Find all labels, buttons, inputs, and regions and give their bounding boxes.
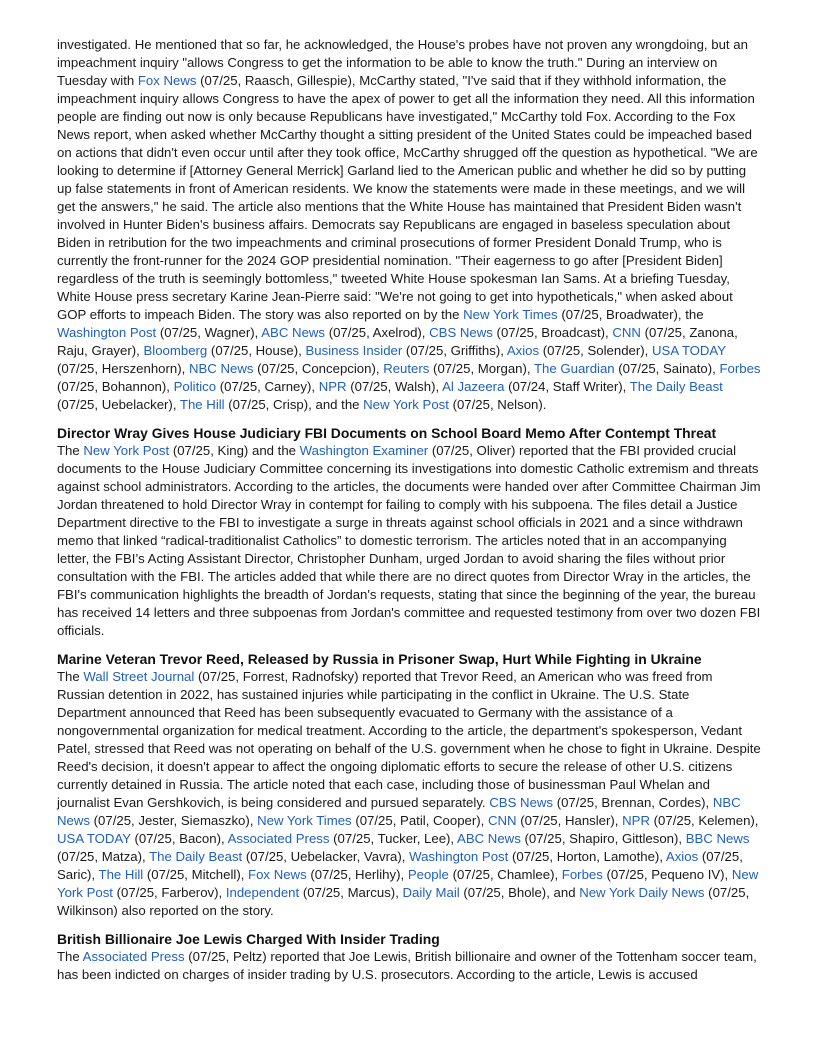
source-link[interactable]: New York Post xyxy=(57,867,759,900)
body-text: (07/24, Staff Writer), xyxy=(504,379,630,394)
body-text: (07/25, Pequeno IV), xyxy=(602,867,732,882)
body-text: investigated. He mentioned that so far, he acknowledged, the House's probes have not proven any wrongdoing, but an impeachment inquiry "allows Congress to get the information to be able to know the truth." During an interview on Tuesday with xyxy=(57,37,748,88)
source-link[interactable]: Wall Street Journal xyxy=(83,669,195,684)
source-link[interactable]: Al Jazeera xyxy=(442,379,505,394)
body-text: (07/25, Marcus), xyxy=(299,885,403,900)
source-link[interactable]: New York Times xyxy=(257,813,352,828)
source-link[interactable]: Associated Press xyxy=(82,949,185,964)
article-headline: British Billionaire Joe Lewis Charged With Insider Trading xyxy=(57,931,440,947)
source-link[interactable]: New York Daily News xyxy=(579,885,705,900)
source-link[interactable]: The Daily Beast xyxy=(149,849,243,864)
source-link[interactable]: Politico xyxy=(173,379,217,394)
body-text: (07/25, Brennan, Cordes), xyxy=(553,795,713,810)
body-text: The xyxy=(57,669,84,684)
body-text: (07/25, Griffiths), xyxy=(402,343,507,358)
source-link[interactable]: Bloomberg xyxy=(143,343,208,358)
source-link[interactable]: USA TODAY xyxy=(57,831,131,846)
article-body xyxy=(57,948,761,984)
body-text: (07/25, Patil, Cooper), xyxy=(351,813,488,828)
source-link[interactable]: NBC News xyxy=(188,361,254,376)
body-text: (07/25, Chamlee), xyxy=(448,867,562,882)
source-link[interactable]: The Guardian xyxy=(533,361,615,376)
source-link[interactable]: Forbes xyxy=(719,361,761,376)
article-body xyxy=(57,442,761,640)
body-text: (07/25, Uebelacker, Vavra), xyxy=(242,849,410,864)
body-text: (07/25, Zanona, Raju, Grayer), xyxy=(57,325,738,358)
source-link[interactable]: BBC News xyxy=(685,831,750,846)
source-link[interactable]: New York Post xyxy=(363,397,449,412)
body-text: (07/25, Broadcast), xyxy=(492,325,613,340)
source-link[interactable]: CNN xyxy=(488,813,517,828)
source-link[interactable]: ABC News xyxy=(261,325,326,340)
source-link[interactable]: Fox News xyxy=(248,867,307,882)
body-text: (07/25, Axelrod), xyxy=(325,325,430,340)
source-link[interactable]: CBS News xyxy=(429,325,493,340)
intro-paragraph xyxy=(57,36,761,414)
source-link[interactable]: Axios xyxy=(665,849,699,864)
body-text: (07/25, Sainato), xyxy=(614,361,720,376)
source-link[interactable]: Washington Post xyxy=(57,325,157,340)
body-text: (07/25, Forrest, Radnofsky) reported that Trevor Reed, an American who was freed from Russian detention in 2022, has sustained injuries while participating in the conflict in Ukraine. The U.S. State Department announced that Reed has been subsequently evacuated to Germany with the assistance of a nongovernmental organization for medical treatment. According to the article, the department's spokesperson, Vedant Patel, stressed that Reed was not operating on behalf of the U.S. government when he chose to fight in Ukraine. Despite Reed's decision, it doesn't appear to affect the ongoing diplomatic efforts to secure the release of other U.S. citizens currently detained in Russia. The article noted that each case, including those of businessman Paul Whelan and journalist Evan Gershkovich, is being considered and pursued separately. xyxy=(57,669,761,810)
body-text: (07/25, Oliver) reported that the FBI provided crucial documents to the House Judiciary Committee concerning its investigations into domestic Catholic extremism and threats against school administrators. According to the articles, the documents were handed over after Committee Chairman Jim Jordan threatened to hold Director Wray in contempt for failing to comply with his subpoena. The files detail a Justice Department directive to the FBI to investigate a surge in threats against school officials in 2021 and a since withdrawn memo that linked “radical-traditionalist Catholics” to domestic terrorism. The articles noted that in an accompanying letter, the FBI’s Acting Assistant Director, Christopher Dunham, urged Jordan to avoid sharing the files without prior consultation with the FBI. The articles added that while there are no direct quotes from Director Wray in the articles, the FBI's communication highlights the breadth of Jordan's requests, stating that since the beginning of the year, the bureau has received 14 letters and three subpoenas from Jordan's committee and requested testimony from over two dozen FBI officials. xyxy=(57,443,761,638)
source-link[interactable]: NPR xyxy=(622,813,650,828)
body-text: (07/25, Bhole), and xyxy=(459,885,580,900)
source-link[interactable]: NPR xyxy=(318,379,347,394)
source-link[interactable]: Daily Mail xyxy=(402,885,460,900)
body-text: (07/25, House), xyxy=(207,343,306,358)
body-text: The xyxy=(57,949,83,964)
body-text: (07/25, Hansler), xyxy=(516,813,623,828)
body-text: (07/25, Peltz) reported that Joe Lewis, British billionaire and owner of the Tottenham soccer team, has been indicted on charges of insider trading by U.S. prosecutors. According to the article, Lewis is accused xyxy=(57,949,757,982)
body-text: (07/25, Wagner), xyxy=(156,325,262,340)
body-text: (07/25, Herlihy), xyxy=(306,867,408,882)
source-link[interactable]: Associated Press xyxy=(227,831,330,846)
source-link[interactable]: Axios xyxy=(506,343,540,358)
body-text: (07/25, Saric), xyxy=(57,849,743,882)
body-text: (07/25, Mitchell), xyxy=(143,867,249,882)
article-body xyxy=(57,668,761,920)
body-text: The xyxy=(57,443,84,458)
source-link[interactable]: New York Post xyxy=(83,443,170,458)
body-text: (07/25, Shapiro, Gittleson), xyxy=(520,831,686,846)
body-text: (07/25, Tucker, Lee), xyxy=(329,831,458,846)
source-link[interactable]: The Daily Beast xyxy=(629,379,723,394)
body-text: (07/25, Wilkinson) also reported on the story. xyxy=(57,885,750,918)
source-link[interactable]: CBS News xyxy=(489,795,554,810)
source-link[interactable]: Forbes xyxy=(561,867,603,882)
body-text: (07/25, Herszenhorn), xyxy=(57,361,189,376)
document-page xyxy=(57,36,761,994)
body-text: (07/25, Carney), xyxy=(216,379,319,394)
source-link[interactable]: The Hill xyxy=(98,867,144,882)
body-text: (07/25, Farberov), xyxy=(112,885,226,900)
body-text: (07/25, Uebelacker), xyxy=(57,397,180,412)
source-link[interactable]: Reuters xyxy=(383,361,430,376)
source-link[interactable]: New York Times xyxy=(463,307,558,322)
body-text: (07/25, Bacon), xyxy=(130,831,228,846)
source-link[interactable]: NBC News xyxy=(57,795,741,828)
body-text: (07/25, Solender), xyxy=(539,343,652,358)
body-text: (07/25, Broadwater), the xyxy=(557,307,704,322)
source-link[interactable]: Washington Examiner xyxy=(299,443,429,458)
source-link[interactable]: The Hill xyxy=(179,397,225,412)
article-trevor-reed xyxy=(57,650,761,920)
body-text: (07/25, Bohannon), xyxy=(57,379,174,394)
body-text: (07/25, Horton, Lamothe), xyxy=(508,849,666,864)
source-link[interactable]: Independent xyxy=(225,885,300,900)
body-text: (07/25, Walsh), xyxy=(346,379,443,394)
body-text: (07/25, Nelson). xyxy=(448,397,547,412)
body-text: (07/25, Raasch, Gillespie), McCarthy stated, "I've said that if they withhold information, the impeachment inquiry allows Congress to have the apex of power to get all the information they need. All this information people are finding out now is only because Republicans have investigated," McCarthy told Fox. According to the Fox News report, when asked whether McCarthy thought a sitting president of the United States could be impeached based on actions that didn't even occur until after they took office, McCarthy shrugged off the question as hypothetical. "We are looking to determine if [Attorney General Merrick] Garland lied to the American public and whether he did so by putting up false statements in front of American residents. We know the statements were made in these meetings, and we will get the answers," he said. The article also mentions that the White House has maintained that President Biden wasn't involved in Hunter Biden's business affairs. Democrats say Republicans are engaged in baseless speculation about Biden in retribution for the two impeachments and criminal prosecutions of former President Donald Trump, who is currently the front-runner for the 2024 GOP presidential nomination. "Their eagerness to go after [President Biden] regardless of the truth is seemingly bottomless," tweeted White House spokesman Ian Sams. At a briefing Tuesday, White House press secretary Karine Jean-Pierre said: "We're not going to get into hypotheticals," when asked about GOP efforts to impeach Biden. The story was also reported on by the xyxy=(57,73,758,322)
body-text: (07/25, Jester, Siemaszko), xyxy=(89,813,258,828)
body-text: (07/25, Kelemen), xyxy=(649,813,759,828)
body-text: (07/25, Morgan), xyxy=(429,361,534,376)
source-link[interactable]: Fox News xyxy=(137,73,197,88)
body-text: (07/25, Concepcion), xyxy=(253,361,384,376)
source-link[interactable]: Washington Post xyxy=(409,849,509,864)
body-text: (07/25, Crisp), and the xyxy=(224,397,364,412)
source-link[interactable]: USA TODAY xyxy=(652,343,726,358)
source-link[interactable]: People xyxy=(407,867,449,882)
source-link[interactable]: Business Insider xyxy=(305,343,403,358)
body-text: (07/25, Matza), xyxy=(57,849,150,864)
source-link[interactable]: CNN xyxy=(612,325,641,340)
body-text: (07/25, King) and the xyxy=(169,443,300,458)
article-headline: Marine Veteran Trevor Reed, Released by Russia in Prisoner Swap, Hurt While Fighting in Ukraine xyxy=(57,651,702,667)
article-joe-lewis xyxy=(57,930,761,984)
source-link[interactable]: ABC News xyxy=(457,831,521,846)
article-fbi-documents xyxy=(57,424,761,640)
article-headline: Director Wray Gives House Judiciary FBI Documents on School Board Memo After Contempt Threat xyxy=(57,425,717,441)
